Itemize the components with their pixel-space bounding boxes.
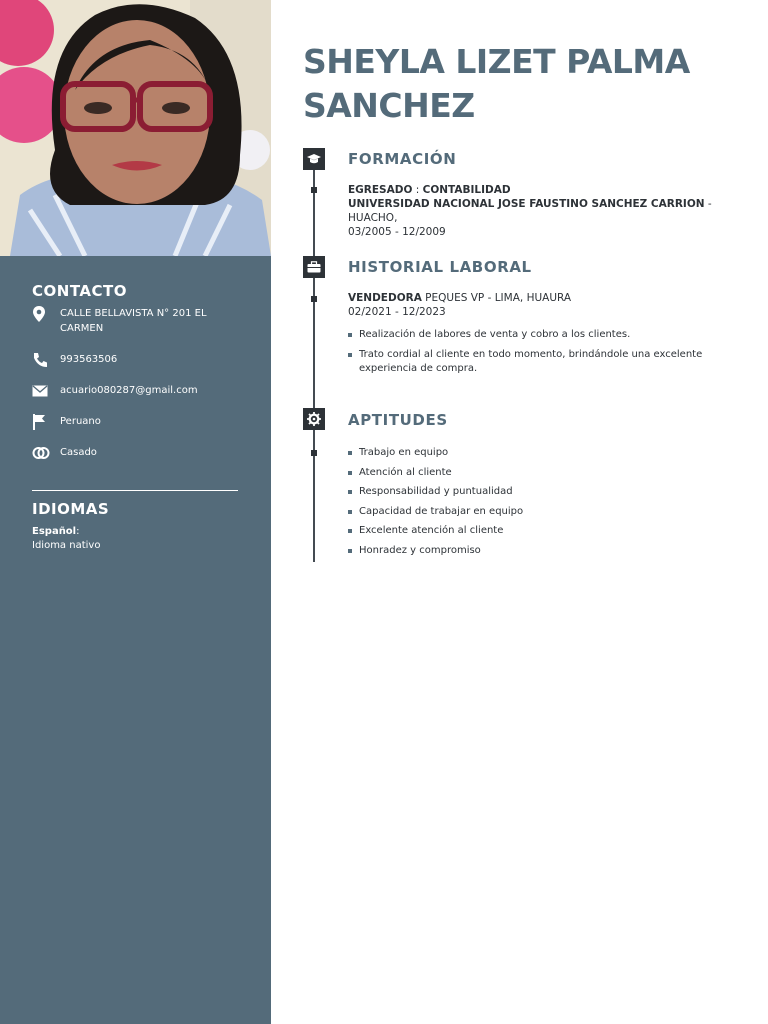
- skills-list: [348, 446, 728, 558]
- contact-heading: CONTACTO: [32, 282, 127, 300]
- contact-phone-text: 993563506: [60, 354, 118, 365]
- sidebar-divider: [32, 490, 238, 491]
- language-level: Idioma nativo: [32, 540, 101, 551]
- flag-icon: [32, 414, 60, 430]
- experience-role: VENDEDORA: [348, 292, 422, 304]
- list-item: Excelente atención al cliente: [348, 524, 728, 538]
- contact-marital-status-text: Casado: [60, 447, 97, 458]
- language-name: Español: [32, 526, 77, 537]
- timeline-node: [311, 187, 317, 193]
- contact-email-text: acuario080287@gmail.com: [60, 385, 198, 396]
- rings-icon: [32, 445, 60, 461]
- main-content: [271, 0, 768, 1024]
- briefcase-icon: [303, 256, 325, 278]
- gear-icon: [303, 408, 325, 430]
- list-item: Atención al cliente: [348, 466, 728, 480]
- contact-marital-status: [32, 445, 242, 476]
- list-item: Responsabilidad y puntualidad: [348, 485, 728, 499]
- experience-entry: [348, 291, 738, 319]
- contact-address: [32, 306, 242, 352]
- list-item: Realización de labores de venta y cobro a los clientes.: [348, 328, 728, 342]
- list-item: Trabajo en equipo: [348, 446, 728, 460]
- education-degree-prefix: EGRESADO: [348, 184, 413, 196]
- language-item: Español: Idioma nativo: [32, 526, 101, 551]
- education-period: 03/2005 - 12/2009: [348, 226, 446, 238]
- experience-bullets: [348, 328, 728, 376]
- timeline-node: [311, 450, 317, 456]
- page-title: SHEYLA LIZET PALMA SANCHEZ: [303, 42, 690, 125]
- education-heading: FORMACIÓN: [348, 150, 457, 168]
- list-item: Honradez y compromiso: [348, 544, 728, 558]
- graduation-cap-icon: [303, 148, 325, 170]
- contact-email: [32, 383, 242, 414]
- list-item: Trato cordial al cliente en todo momento, brindándole una excelente experiencia de compra.: [348, 348, 728, 376]
- education-entry: EGRESADO : CONTABILIDAD UNIVERSIDAD NACIONAL JOSE FAUSTINO SANCHEZ CARRION - HUACHO, 03/2005 - 12/2009: [348, 183, 738, 239]
- education-institution: UNIVERSIDAD NACIONAL JOSE FAUSTINO SANCHEZ CARRION: [348, 198, 705, 210]
- skills-heading: APTITUDES: [348, 411, 448, 429]
- education-location: HUACHO: [348, 212, 395, 224]
- experience-company: PEQUES VP - LIMA, HUAURA: [425, 292, 572, 304]
- contact-list: [32, 306, 242, 476]
- languages-heading: IDIOMAS: [32, 500, 110, 518]
- education-degree: CONTABILIDAD: [422, 184, 511, 196]
- sidebar: [0, 0, 271, 1024]
- contact-nationality-text: Peruano: [60, 416, 101, 427]
- mail-icon: [32, 383, 60, 399]
- list-item: Capacidad de trabajar en equipo: [348, 505, 728, 519]
- contact-phone: [32, 352, 242, 383]
- contact-address-text: CALLE BELLAVISTA N° 201 EL CARMEN: [60, 308, 207, 334]
- timeline-node: [311, 296, 317, 302]
- timeline-line: [313, 158, 315, 562]
- profile-photo: [0, 0, 271, 256]
- phone-icon: [32, 352, 60, 368]
- location-pin-icon: [32, 306, 60, 322]
- contact-nationality: [32, 414, 242, 445]
- experience-heading: HISTORIAL LABORAL: [348, 258, 532, 276]
- experience-period: 02/2021 - 12/2023: [348, 306, 446, 318]
